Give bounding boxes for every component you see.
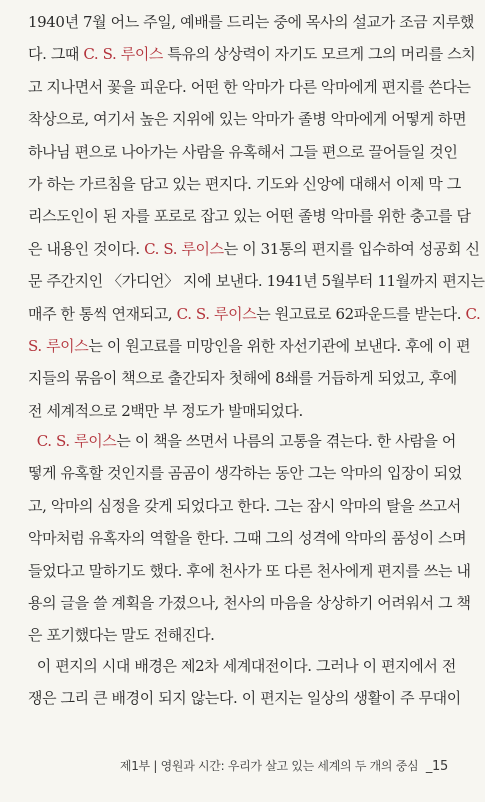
author-name-highlight: S. 루이스	[28, 337, 89, 355]
text-line	[28, 557, 471, 585]
text-run: 는 이 31통의 편지를 입수하여 성공회 신	[223, 239, 480, 258]
text-line	[28, 492, 461, 520]
text-line	[28, 202, 471, 230]
running-header: 제1부 | 영원과 시간: 우리가 살고 있는 세계의 두 개의 중심	[119, 759, 419, 773]
author-name-highlight: C. S. 루이스	[144, 239, 224, 258]
text-run: 고, 악마의 심정을 갖게 되었다고 한다. 그는 잠시 악마의 탈을 쓰고서	[28, 496, 461, 515]
text-line	[28, 105, 467, 133]
text-run: 특유의 상상력이 자기도 모르게 그의 머리를 스치	[163, 45, 476, 64]
text-line	[28, 589, 471, 617]
text-run: 고 지나면서 꽃을 피운다. 어떤 한 악마가 다른 악마에게 편지를 쓴다는	[28, 77, 471, 96]
text-run: 이 편지의 시대 배경은 제2차 세계대전이다. 그러나 이 편지에서 전	[28, 657, 456, 675]
text-line	[28, 621, 448, 649]
text-line	[28, 684, 461, 712]
page-number: _15	[425, 759, 448, 774]
text-line	[28, 40, 476, 68]
text-line	[28, 300, 481, 328]
text-run: 는 이 원고료를 미망인을 위한 자선기관에 보낸다. 후에 이 편	[88, 337, 471, 355]
text-run	[28, 432, 37, 450]
text-line	[28, 524, 467, 552]
text-run: 들었다고 말하기도 했다. 후에 천사가 또 다른 천사에게 편지를 쓰는 내	[28, 561, 471, 580]
author-name-highlight: C.	[465, 304, 481, 323]
text-line	[28, 73, 471, 101]
text-run: 악마처럼 유혹자의 역할을 한다. 그때 그의 성격에 악마의 품성이 스며	[28, 529, 467, 548]
text-line	[28, 235, 480, 263]
text-line	[28, 267, 485, 295]
text-run: 용의 글을 쓸 계획을 가졌으나, 천사의 마음을 상상하기 어려워서 그 책	[28, 594, 471, 612]
text-run: 쟁은 그리 큰 배경이 되지 않는다. 이 편지는 일상의 생활이 주 무대이	[28, 689, 461, 708]
text-run: 떻게 유혹할 것인지를 곰곰이 생각하는 동안 그는 악마의 입장이 되었	[28, 464, 462, 483]
text-run: 1940년 7월 어느 주일, 예배를 드리는 중에 목사의 설교가 조금 지루했	[28, 13, 475, 31]
text-line	[28, 427, 456, 455]
text-run: 은 포기했다는 말도 전해진다.	[28, 626, 215, 645]
text-line	[28, 332, 471, 360]
text-line	[28, 138, 458, 166]
text-run: 하나님 편으로 나아가는 사람을 유혹해서 그들 편으로 끌어들일 것인	[28, 142, 458, 161]
author-name-highlight: C. S. 루이스	[83, 45, 164, 64]
text-line	[28, 364, 457, 392]
text-run: 가 하는 가르침을 담고 있는 편지다. 기도와 신앙에 대해서 이제 막 그	[28, 175, 461, 193]
text-run: 문 주간지인 〈가디언〉 지에 보낸다. 1941년 5월부터 11월까지 편지는	[28, 272, 485, 291]
text-run: 는 이 책을 쓰면서 나름의 고통을 겪는다. 한 사람을 어	[116, 432, 456, 450]
author-name-highlight: C. S. 루이스	[176, 304, 257, 323]
text-line	[28, 459, 462, 487]
text-line	[28, 397, 448, 425]
text-run: 착상으로, 여기서 높은 지위에 있는 악마가 졸병 악마에게 어떻게 하면	[28, 110, 467, 129]
author-name-highlight: C. S. 루이스	[36, 432, 117, 450]
text-line	[28, 652, 456, 680]
text-run: 리스도인이 된 자를 포로로 잡고 있는 어떤 졸병 악마를 위한 충고를 담	[28, 207, 471, 226]
page-footer	[120, 754, 448, 778]
text-run: 지들의 묶음이 책으로 출간되자 첫해에 8쇄를 거듭하게 되었고, 후에	[28, 369, 457, 388]
text-run: 다. 그때	[28, 45, 84, 64]
text-line	[28, 170, 461, 198]
text-run: 매주 한 통씩 연재되고,	[28, 304, 177, 323]
text-run: 는 원고료로 62파운드를 받는다.	[256, 304, 466, 323]
text-run: 은 내용인 것이다.	[28, 239, 145, 258]
text-run: 전 세계적으로 2백만 부 정도가 발매되었다.	[28, 401, 303, 420]
text-line	[28, 8, 475, 36]
